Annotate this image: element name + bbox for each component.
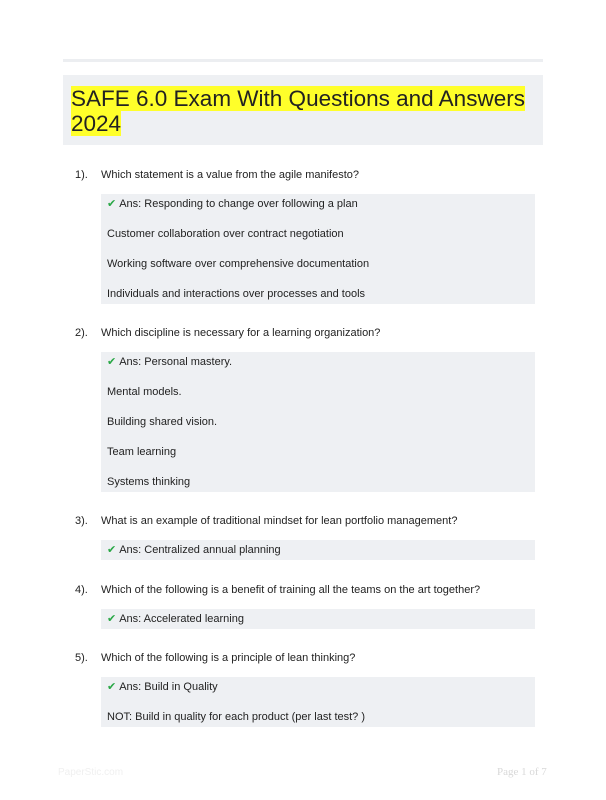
answer-box (101, 352, 535, 492)
answer-text: Ans: Personal mastery. (119, 356, 233, 368)
answer-text: Ans: Centralized annual planning (119, 544, 281, 556)
option-item: Team learning (107, 446, 177, 458)
question-number: 3). (75, 515, 88, 527)
option-item: Individuals and interactions over processes and tools (107, 288, 366, 300)
option-item: NOT: Build in quality for each product (per last test? ) (107, 711, 366, 723)
check-icon: ✔ (107, 544, 117, 556)
option-item: Systems thinking (107, 476, 191, 488)
answer-box (101, 609, 535, 629)
answer-box (101, 194, 535, 304)
answer-text: Ans: Responding to change over following a plan (119, 198, 358, 210)
question-number: 2). (75, 327, 88, 339)
option-item: Customer collaboration over contract negotiation (107, 228, 344, 240)
check-icon: ✔ (107, 356, 117, 368)
correct-answer (101, 609, 535, 629)
top-divider (63, 59, 543, 62)
answer-text: Ans: Build in Quality (119, 681, 218, 693)
footer-site: PaperStic.com (58, 767, 124, 778)
option-item: Building shared vision. (107, 416, 218, 428)
check-icon: ✔ (107, 613, 117, 625)
correct-answer (101, 352, 535, 382)
page-title (71, 86, 531, 136)
check-icon: ✔ (107, 681, 117, 693)
question-text: Which statement is a value from the agile manifesto? (101, 169, 360, 181)
answer-box (101, 677, 535, 727)
correct-answer (101, 194, 535, 224)
page-number: Page 1 of 7 (497, 766, 547, 778)
answer-text: Ans: Accelerated learning (119, 613, 244, 625)
question-number: 4). (75, 584, 88, 596)
option-item: Working software over comprehensive documentation (107, 258, 370, 270)
question-text: Which of the following is a principle of lean thinking? (101, 652, 356, 664)
correct-answer (101, 540, 535, 560)
question-text: What is an example of traditional mindset for lean portfolio management? (101, 515, 458, 527)
question-number: 5). (75, 652, 88, 664)
check-icon: ✔ (107, 198, 117, 210)
answer-box (101, 540, 535, 560)
question-text: Which discipline is necessary for a learning organization? (101, 327, 381, 339)
question-text: Which of the following is a benefit of training all the teams on the art together? (101, 584, 481, 596)
correct-answer (101, 677, 535, 707)
title-text: SAFE 6.0 Exam With Questions and Answers 2024 (71, 86, 525, 136)
option-item: Mental models. (107, 386, 182, 398)
question-number: 1). (75, 169, 88, 181)
